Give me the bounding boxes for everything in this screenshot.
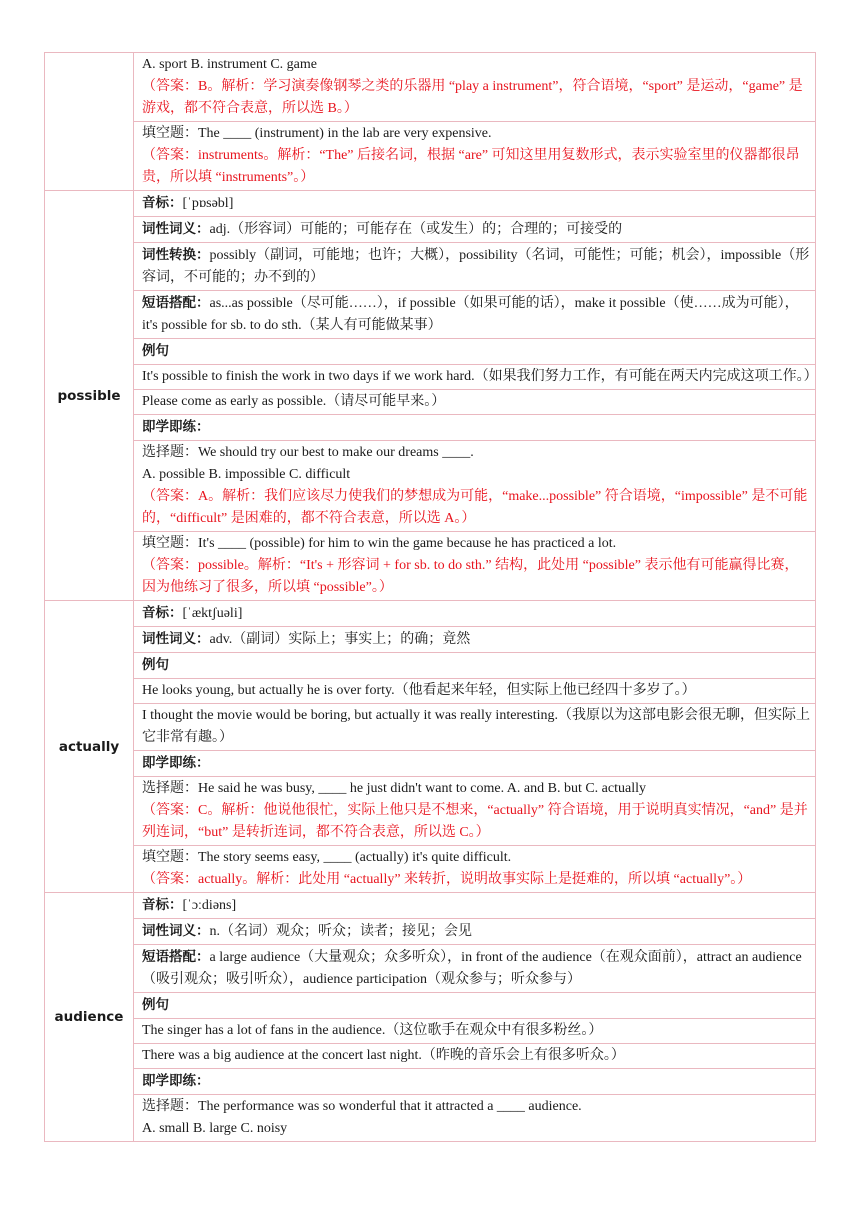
example-sentence [134, 1044, 815, 1069]
definition-cell [134, 217, 815, 243]
vocabulary-table [44, 52, 816, 1142]
section-heading [134, 751, 815, 777]
headword-cell: actually [45, 601, 134, 893]
example-text: Please come as early as possible.（请尽可能早来。） [142, 394, 446, 409]
section-heading-text: 例句 [142, 657, 169, 673]
headword-cell: possible [45, 191, 134, 601]
definition-cell [134, 243, 815, 291]
answer-explanation: （答案：C。解析：他说他很忙，实际上他只是不想来，“actually” 符合语境，用于说明真实情况，“and” 是并列连词，“but” 是转折连词，都不符合表意，所以选 C。） [142, 803, 808, 840]
example-sentence [134, 704, 815, 751]
field-label: 音标： [142, 605, 183, 621]
field-value: adj.（形容词）可能的；可能存在（或发生）的；合理的；可接受的 [209, 222, 623, 237]
answer-explanation: （答案：instruments。解析：“The” 后接名词，根据 “are” 可知这里用复数形式，表示实验室里的仪器都很昂贵，所以填 “instruments”。） [142, 148, 800, 185]
definition-cell [134, 291, 815, 339]
field-label: 词性词义： [142, 923, 210, 939]
example-sentence [134, 679, 815, 704]
word-row [45, 191, 816, 601]
exercise-text: 选择题：We should try our best to make our dreams ____. [142, 445, 474, 460]
exercise-cell [134, 1095, 815, 1141]
definition-cell [134, 191, 815, 217]
section-heading [134, 415, 815, 441]
section-heading-text: 例句 [142, 997, 169, 1013]
entry-content [134, 893, 816, 1142]
example-text: There was a big audience at the concert last night.（昨晚的音乐会上有很多听众。） [142, 1048, 625, 1063]
example-sentence [134, 365, 818, 390]
field-value: possibly（副词，可能地；也许；大概），possibility（名词，可能性；可能；机会），impossible（形容词，不可能的；办不到的） [142, 248, 810, 285]
field-value: as...as possible（尽可能……），if possible（如果可能的话），make it possible（使……成为可能），it's possible for sb. to do sth.（某人有可能做某事） [142, 296, 799, 333]
answer-explanation: （答案：possible。解析：“It's + 形容词 + for sb. to do sth.” 结构，此处用 “possible” 表示他有可能赢得比赛，因为他练习了很多，所以填 “possible”。） [142, 558, 799, 595]
exercise-text: 填空题：The story seems easy, ____ (actually) it's quite difficult. [142, 850, 512, 865]
section-heading [134, 1069, 815, 1095]
field-label: 词性转换： [142, 247, 210, 263]
exercise-text: 填空题：It's ____ (possible) for him to win the game because he has practiced a lot. [142, 536, 617, 551]
exercise-cell [134, 441, 815, 532]
example-text: I thought the movie would be boring, but actually it was really interesting.（我原以为这部电影会很无聊，但实际上它非常有趣。） [142, 708, 811, 745]
exercise-text: A. possible B. impossible C. difficult [142, 467, 351, 482]
field-value: a large audience（大量观众；众多听众），in front of the audience（在观众面前），attract an audience（吸引观众；吸引听众），audience participation（观众参与；听众参与） [142, 950, 802, 987]
field-value: n.（名词）观众；听众；读者；接见；会见 [209, 924, 472, 939]
section-heading-text: 即学即练： [142, 1073, 210, 1089]
exercise-text: 选择题：He said he was busy, ____ he just didn't want to come. A. and B. but C. actually [142, 781, 646, 796]
field-value: adv.（副词）实际上；事实上；的确；竟然 [209, 632, 471, 647]
section-heading [134, 993, 815, 1019]
answer-explanation: （答案：B。解析：学习演奏像钢琴之类的乐器用 “play a instrument”，符合语境，“sport” 是运动，“game” 是游戏，都不符合表意，所以选 B。） [142, 79, 803, 116]
word-row [45, 893, 816, 1142]
field-label: 短语搭配： [142, 949, 210, 965]
entry-content [134, 191, 816, 601]
exercise-cell [134, 777, 815, 846]
section-heading-text: 例句 [142, 343, 169, 359]
definition-cell [134, 601, 815, 627]
definition-cell [134, 919, 815, 945]
section-heading-text: 即学即练： [142, 755, 210, 771]
section-heading [134, 653, 815, 679]
field-value: [ˈpɒsəbl] [182, 196, 234, 211]
exercise-cell [134, 122, 815, 190]
field-label: 词性词义： [142, 221, 210, 237]
exercise-text: 选择题：The performance was so wonderful that it attracted a ____ audience. [142, 1099, 582, 1114]
word-row [45, 601, 816, 893]
word-row [45, 53, 816, 191]
field-label: 音标： [142, 897, 183, 913]
headword-cell [45, 53, 134, 191]
section-heading [134, 339, 815, 365]
example-text: He looks young, but actually he is over forty.（他看起来年轻，但实际上他已经四十多岁了。） [142, 683, 696, 698]
entry-content [134, 601, 816, 893]
example-sentence [134, 1019, 815, 1044]
vocabulary-document [44, 52, 816, 1142]
field-value: [ˈɔːdiəns] [182, 898, 237, 913]
field-label: 短语搭配： [142, 295, 210, 311]
definition-cell [134, 893, 815, 919]
headword-cell: audience [45, 893, 134, 1142]
field-label: 词性词义： [142, 631, 210, 647]
section-heading-text: 即学即练： [142, 419, 210, 435]
field-value: [ˈæktʃuəli] [182, 606, 243, 621]
example-text: The singer has a lot of fans in the audience.（这位歌手在观众中有很多粉丝。） [142, 1023, 603, 1038]
answer-explanation: （答案：actually。解析：此处用 “actually” 来转折，说明故事实际上是挺难的，所以填 “actually”。） [142, 872, 752, 887]
answer-explanation: （答案：A。解析：我们应该尽力使我们的梦想成为可能，“make...possible” 符合语境，“impossible” 是不可能的，“difficult” 是困难的，都不符合表意，所以选 A。） [142, 489, 808, 526]
exercise-cell [134, 532, 815, 600]
exercise-text: A. small B. large C. noisy [142, 1121, 288, 1136]
field-label: 音标： [142, 195, 183, 211]
exercise-cell [134, 846, 815, 892]
example-text: It's possible to finish the work in two days if we work hard.（如果我们努力工作，有可能在两天内完成这项工作。） [142, 369, 818, 384]
definition-cell [134, 627, 815, 653]
example-sentence [134, 390, 815, 415]
exercise-text: 填空题：The ____ (instrument) in the lab are very expensive. [142, 126, 492, 141]
exercise-cell [134, 53, 815, 122]
entry-content [134, 53, 816, 191]
exercise-text: A. sport B. instrument C. game [142, 57, 317, 72]
definition-cell [134, 945, 815, 993]
